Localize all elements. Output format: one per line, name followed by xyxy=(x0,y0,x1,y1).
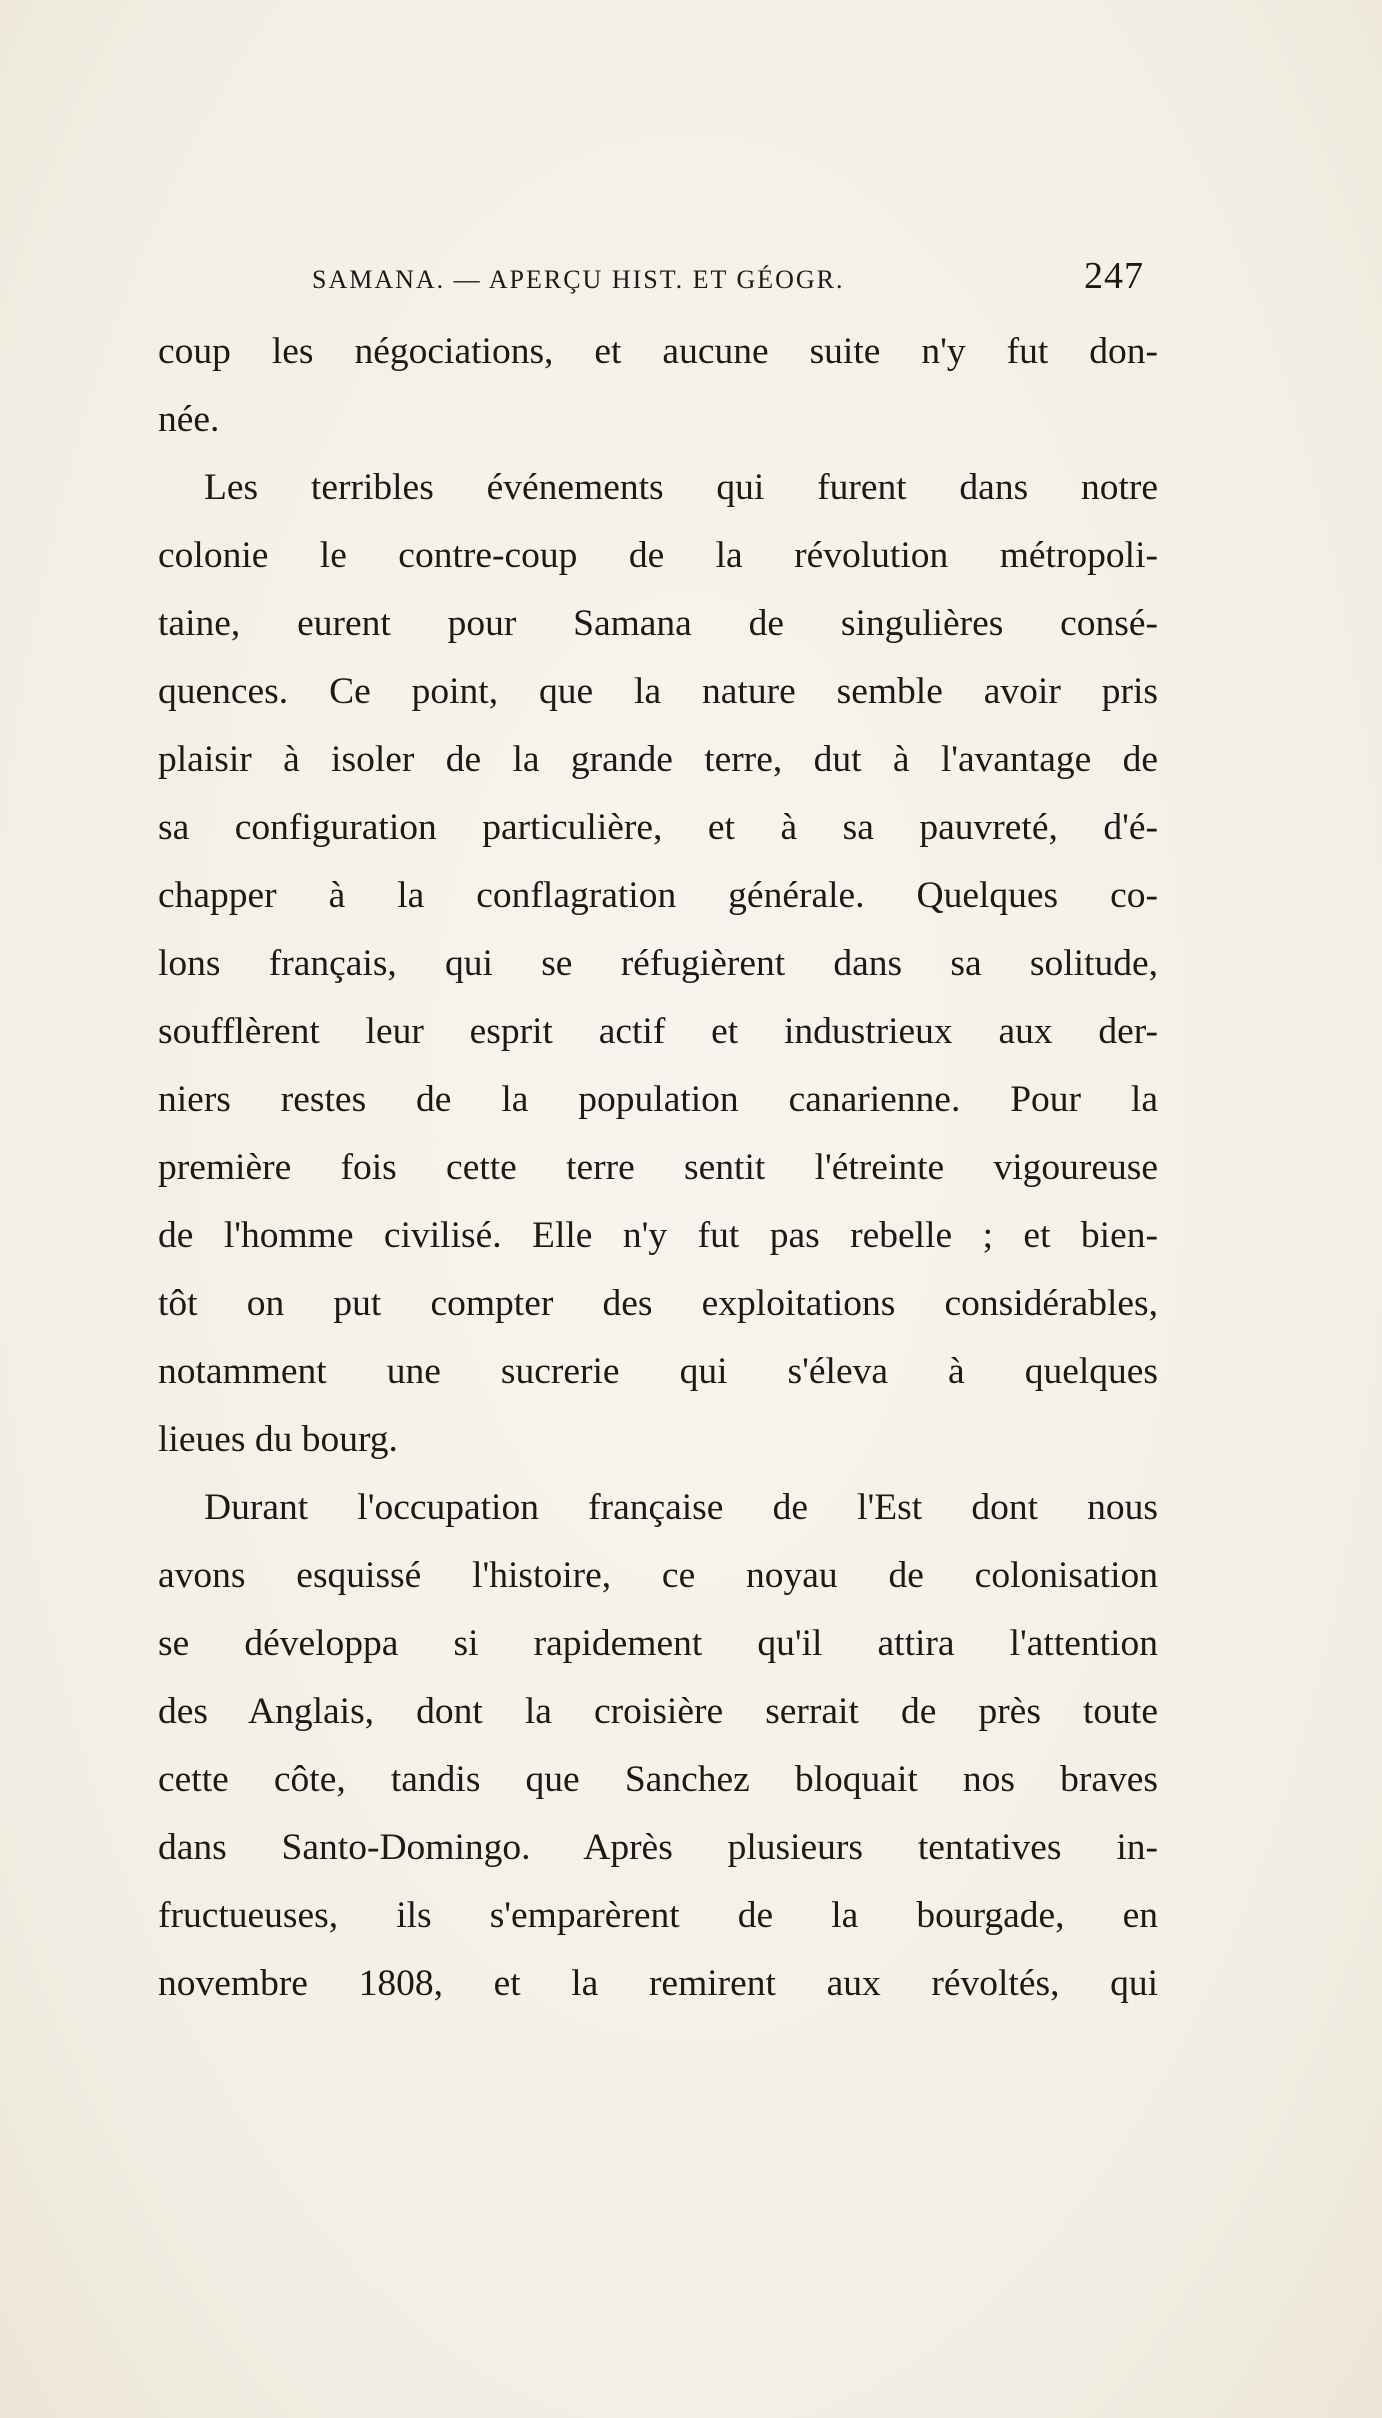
text-line: taine, eurent pour Samana de singulières consé- xyxy=(158,603,1158,644)
text-line: née. xyxy=(158,399,220,440)
text-line: sa configuration particulière, et à sa pauvreté, d'é- xyxy=(158,807,1158,848)
text-line: plaisir à isoler de la grande terre, dut à l'avantage de xyxy=(158,739,1158,780)
body-text xyxy=(158,318,1158,2018)
text-line: des Anglais, dont la croisière serrait de près toute xyxy=(158,1691,1158,1732)
text-line: colonie le contre-coup de la révolution métropoli- xyxy=(158,535,1158,576)
text-line: quences. Ce point, que la nature semble avoir pris xyxy=(158,671,1158,712)
text-line: dans Santo-Domingo. Après plusieurs tentatives in- xyxy=(158,1827,1158,1868)
text-line: première fois cette terre sentit l'étreinte vigoureuse xyxy=(158,1147,1158,1188)
text-line: avons esquissé l'histoire, ce noyau de colonisation xyxy=(158,1555,1158,1596)
text-line: novembre 1808, et la remirent aux révoltés, qui xyxy=(158,1963,1158,2004)
text-line: se développa si rapidement qu'il attira l'attention xyxy=(158,1623,1158,1664)
text-line: notamment une sucrerie qui s'éleva à quelques xyxy=(158,1351,1158,1392)
paragraph-start-line: Durant l'occupation française de l'Est dont nous xyxy=(204,1487,1158,1528)
text-line: chapper à la conflagration générale. Quelques co- xyxy=(158,875,1158,916)
page-number: 247 xyxy=(1084,255,1144,297)
text-line: lons français, qui se réfugièrent dans sa solitude, xyxy=(158,943,1158,984)
text-line: coup les négociations, et aucune suite n'y fut don- xyxy=(158,331,1158,372)
text-line: de l'homme civilisé. Elle n'y fut pas rebelle ; et bien- xyxy=(158,1215,1158,1256)
text-line: soufflèrent leur esprit actif et industrieux aux der- xyxy=(158,1011,1158,1052)
paragraph-start-line: Les terribles événements qui furent dans notre xyxy=(204,467,1158,508)
text-line: niers restes de la population canarienne. Pour la xyxy=(158,1079,1158,1120)
text-line: fructueuses, ils s'emparèrent de la bourgade, en xyxy=(158,1895,1158,1936)
page-header xyxy=(312,254,1144,304)
running-head: SAMANA. — APERÇU HIST. ET GÉOGR. xyxy=(312,265,845,294)
text-line: cette côte, tandis que Sanchez bloquait nos braves xyxy=(158,1759,1158,1800)
text-line: lieues du bourg. xyxy=(158,1419,398,1460)
text-line: tôt on put compter des exploitations considérables, xyxy=(158,1283,1158,1324)
